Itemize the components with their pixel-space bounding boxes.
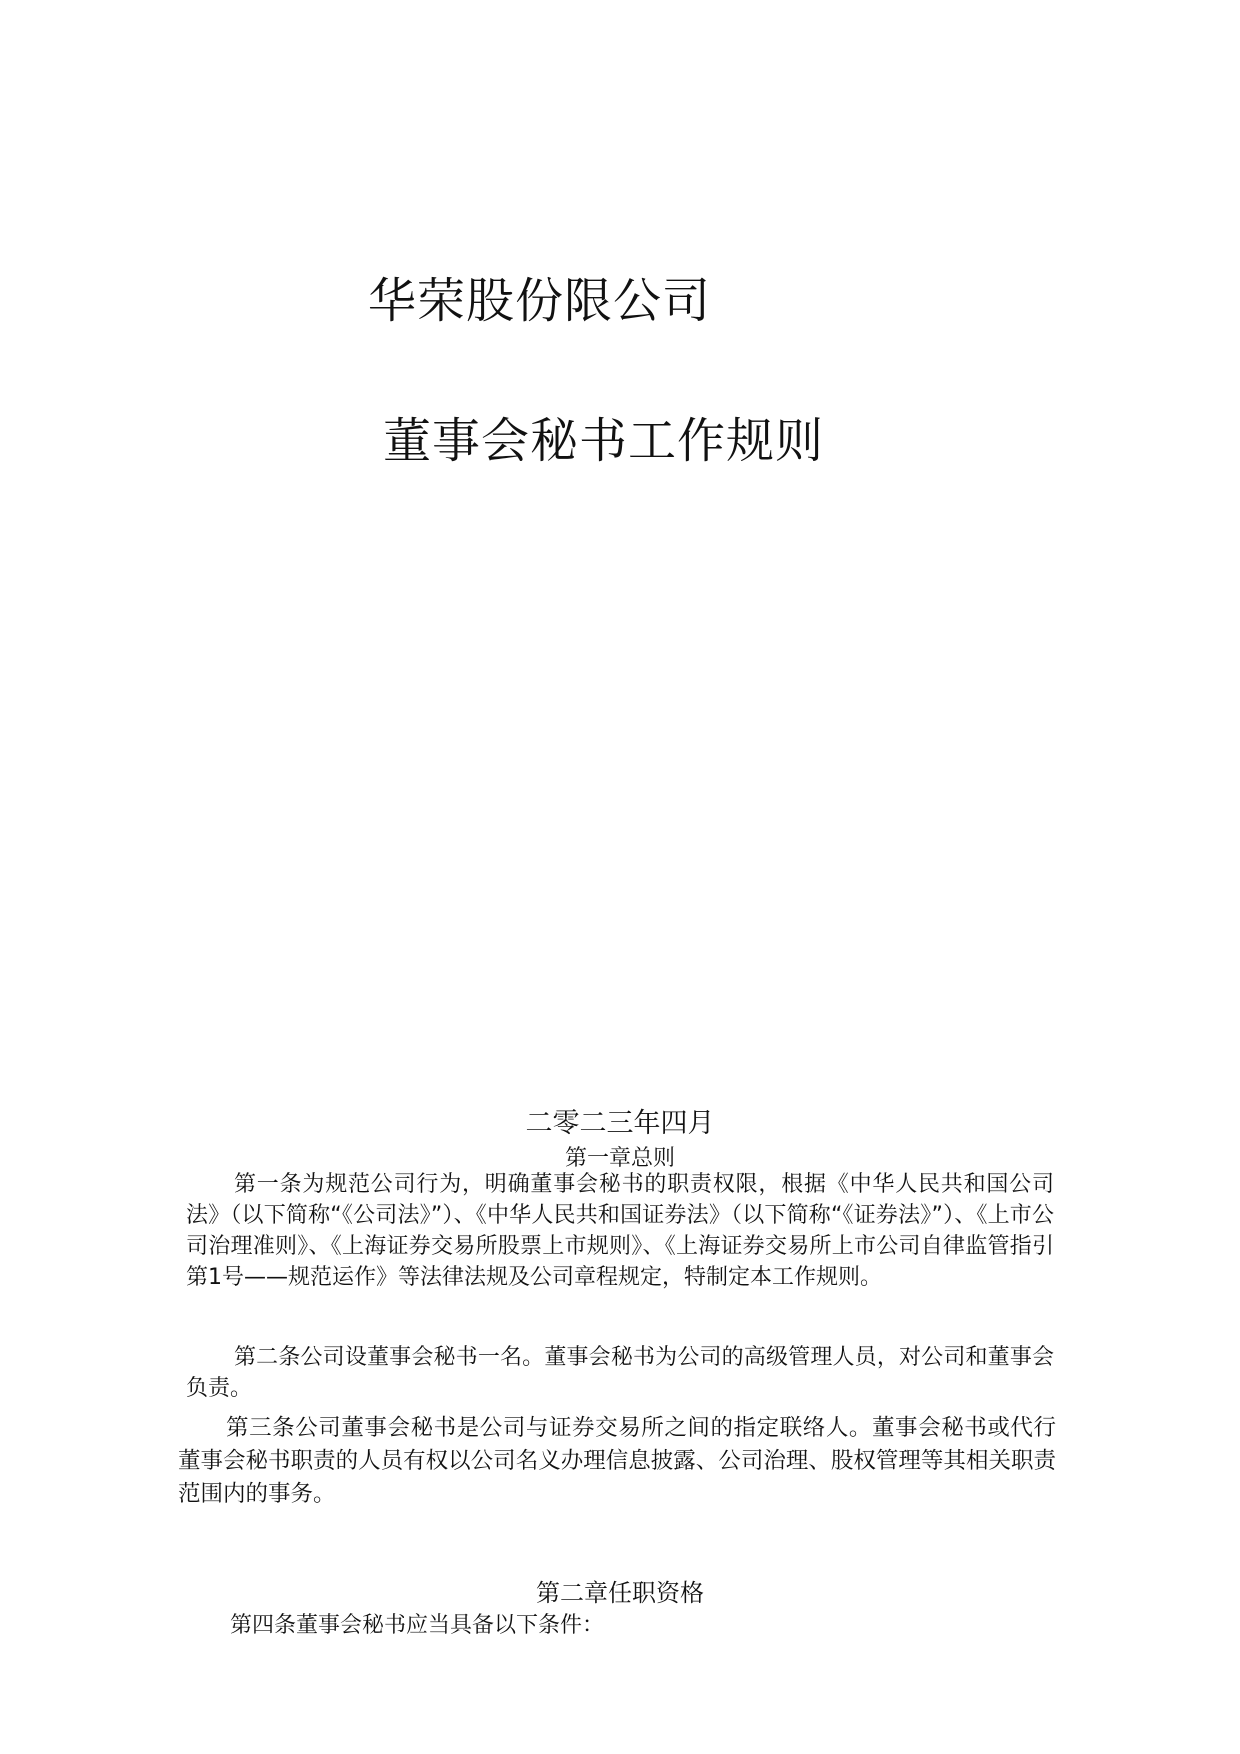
article-1: 第一条为规范公司行为，明确董事会秘书的职责权限，根据《中华人民共和国公司法》（以下简称“《公司法》”）、《中华人民共和国证券法》（以下简称“《证券法》”）、《上市公司治理准则》、《上海证券交易所股票上市规则》、《上海证券交易所上市公司自律监管指引第1号——规范运作》等法律法规及公司章程规定，特制定本工作规则。 <box>186 1172 1054 1290</box>
article-2: 第二条公司设董事会秘书一名。董事会秘书为公司的高级管理人员，对公司和董事会负责。 <box>186 1345 1054 1401</box>
company-name: 华荣股份限公司 <box>368 273 712 329</box>
chapter-1-heading: 第一章总则 <box>564 1146 675 1171</box>
document-title: 董事会秘书工作规则 <box>383 413 825 469</box>
article-3: 第三条公司董事会秘书是公司与证券交易所之间的指定联络人。董事会秘书或代行董事会秘书职责的人员有权以公司名义办理信息披露、公司治理、股权管理等其相关职责范围内的事务。 <box>178 1415 1056 1507</box>
article-4: 第四条董事会秘书应当具备以下条件： <box>230 1613 605 1638</box>
chapter-2-heading: 第二章任职资格 <box>536 1579 704 1607</box>
document-date: 二零二三年四月 <box>525 1108 715 1139</box>
